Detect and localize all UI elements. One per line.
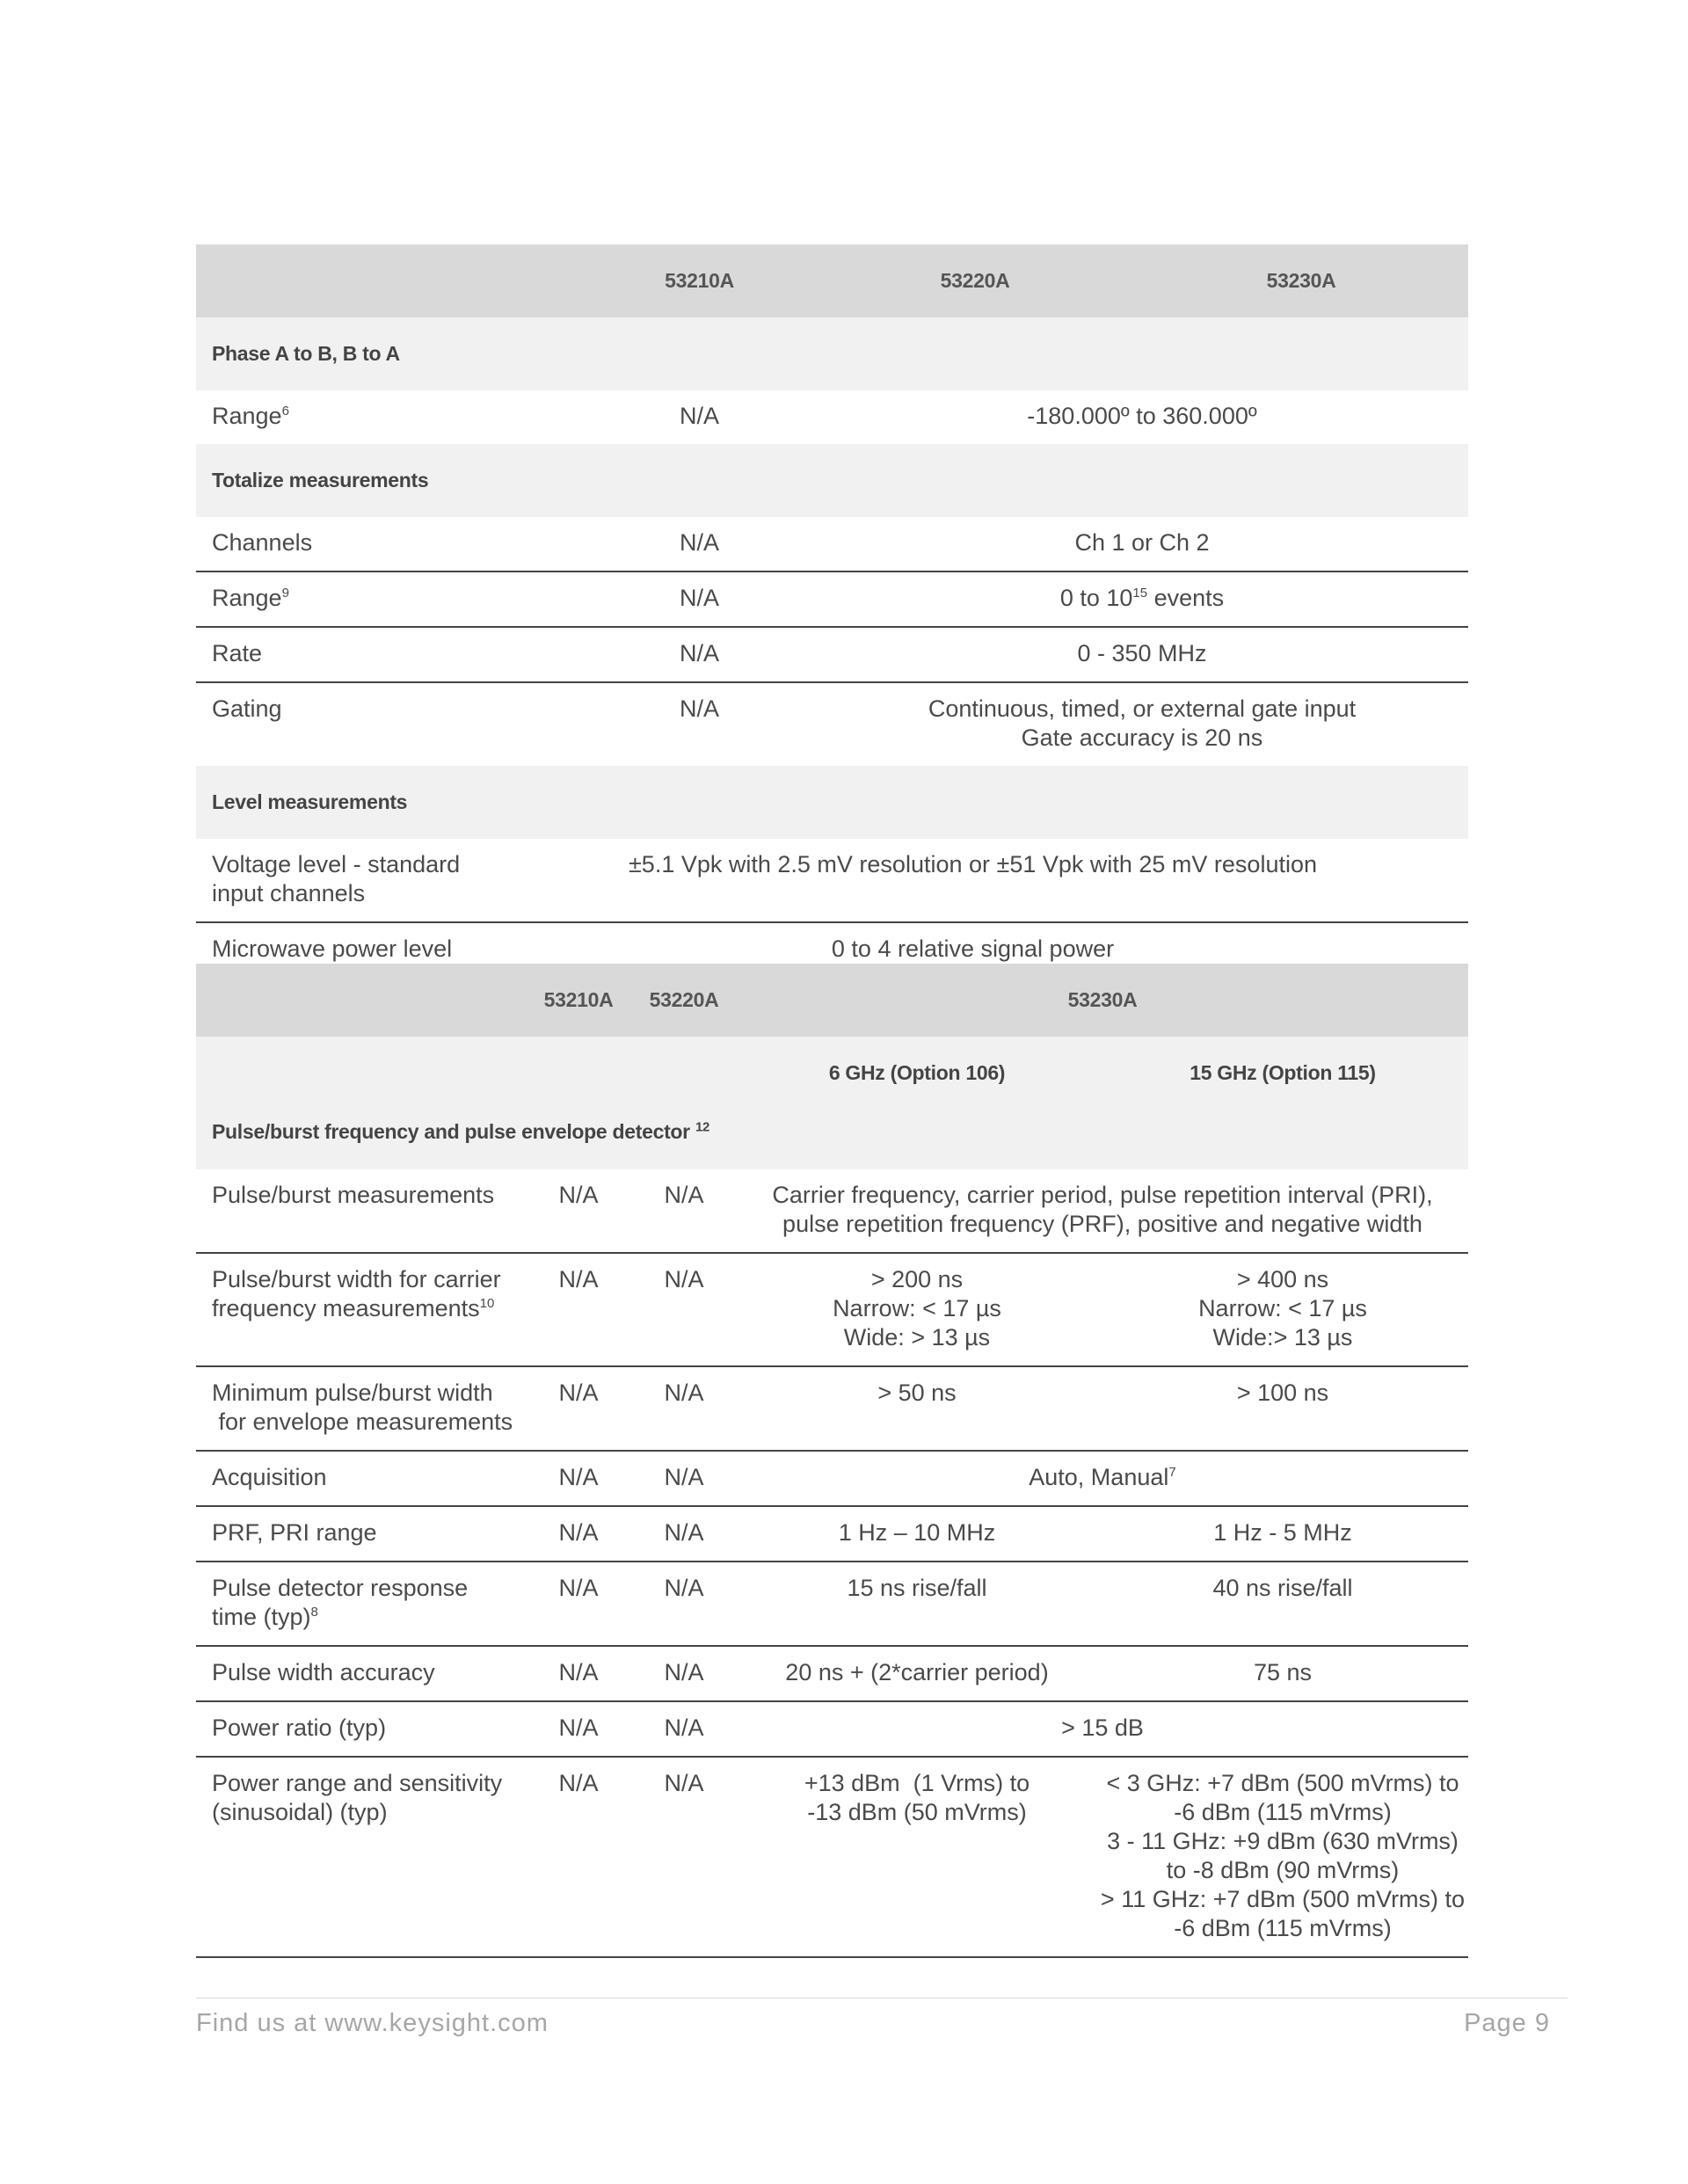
header-53220a: 53220A (631, 964, 737, 1037)
section-row (196, 317, 1468, 390)
row-label: Power range and sensitivity (sinusoidal) (typ) (196, 1757, 526, 1957)
row-label: Power ratio (typ) (196, 1701, 526, 1757)
header-53230a: 53230A (1134, 244, 1468, 317)
cell-53210a: N/A (526, 1366, 631, 1451)
cell-option-115: 1 Hz - 5 MHz (1097, 1506, 1468, 1562)
cell-53220a: N/A (631, 1646, 737, 1701)
cell-53210a: N/A (526, 1253, 631, 1366)
header-53230a: 53230A (737, 964, 1468, 1037)
header-blank (196, 244, 583, 317)
cell-53220a: N/A (631, 1506, 737, 1562)
table-row (196, 517, 1468, 571)
cell-53220a: N/A (631, 1451, 737, 1506)
cell-53220a-53230a: 0 - 350 MHz (816, 627, 1468, 682)
cell-53210a: N/A (679, 695, 719, 722)
sub-header-blank (196, 1037, 737, 1110)
table-row (196, 1253, 1468, 1366)
table-row (196, 839, 1468, 922)
table-header-row (196, 244, 1468, 317)
row-label: Minimum pulse/burst width for envelope measurements (196, 1366, 526, 1451)
cell-53210a: N/A (526, 1562, 631, 1646)
cell-option-106: > 200 ns Narrow: < 17 µs Wide: > 13 µs (737, 1253, 1097, 1366)
cell-53220a-53230a: 0 to $10^{15}$ events (816, 571, 1468, 627)
row-label: Voltage level - standard input channels (196, 839, 583, 922)
cell-53210a: N/A (583, 571, 816, 627)
page-number: Page 9 (1464, 2009, 1550, 2037)
cell-53210a: N/A (526, 1701, 631, 1757)
section-pulse: Pulse/burst frequency and pulse envelope detector $^{12}$ (196, 1110, 1468, 1169)
cell-53220a: N/A (631, 1366, 737, 1451)
cell-53210a: N/A (526, 1451, 631, 1506)
cell-53230a: Auto, Manual$^7$ (737, 1451, 1468, 1506)
pulse-spec-table (196, 964, 1468, 1958)
row-label: PRF, PRI range (196, 1506, 526, 1562)
row-label: Range$^6$ (212, 403, 289, 429)
cell-53220a: N/A (631, 1169, 737, 1253)
cell-option-106: 15 ns rise/fall (737, 1562, 1097, 1646)
table-row (196, 1757, 1468, 1957)
table-row (196, 1701, 1468, 1757)
cell-53210a: N/A (583, 517, 816, 571)
cell-53230a: > 15 dB (737, 1701, 1468, 1757)
cell-53220a-53230a: Ch 1 or Ch 2 (816, 517, 1468, 571)
header-53210a: 53210A (526, 964, 631, 1037)
cell-option-115: < 3 GHz: +7 dBm (500 mVrms) to -6 dBm (115 mVrms) 3 - 11 GHz: +9 dBm (630 mVrms) to -8 dBm (90 mVrms) > 11 GHz: +7 dBm (500 mVrms) to -6 dBm (115 mVrms) (1097, 1757, 1468, 1957)
cell-option-115: 75 ns (1097, 1646, 1468, 1701)
row-label: Microwave power level (212, 935, 453, 962)
row-label: Acquisition (196, 1451, 526, 1506)
cell-option-106: +13 dBm (1 Vrms) to -13 dBm (50 mVrms) (737, 1757, 1097, 1957)
measurement-spec-table (196, 244, 1468, 1006)
table-row (196, 1562, 1468, 1646)
table-row (196, 1169, 1468, 1253)
table-row (196, 1366, 1468, 1451)
row-label: Pulse detector response time (typ)$^8$ (196, 1562, 526, 1646)
header-blank (196, 964, 526, 1037)
cell-all-models: 0 to 4 relative signal power (831, 935, 1115, 962)
section-level: Level measurements (196, 766, 1468, 839)
table-row (196, 1451, 1468, 1506)
row-label: Rate (196, 627, 583, 682)
cell-all-models: ±5.1 Vpk with 2.5 mV resolution or ±51 Vpk with 25 mV resolution (583, 839, 1468, 922)
cell-option-106: 1 Hz – 10 MHz (737, 1506, 1097, 1562)
table-row (196, 682, 1468, 766)
row-label: Pulse width accuracy (196, 1646, 526, 1701)
cell-53210a: N/A (526, 1646, 631, 1701)
cell-option-115: > 400 ns Narrow: < 17 µs Wide:> 13 µs (1097, 1253, 1468, 1366)
row-label: Gating (212, 695, 282, 722)
cell-53230a: Carrier frequency, carrier period, pulse repetition interval (PRI), pulse repetition frequency (PRF), positive and negative width (737, 1169, 1468, 1253)
row-label: Pulse/burst width for carrier frequency measurements$^{10}$ (196, 1253, 526, 1366)
cell-option-115: > 100 ns (1097, 1366, 1468, 1451)
cell-53220a-53230a: Continuous, timed, or external gate input Gate accuracy is 20 ns (928, 695, 1357, 751)
footer-website-link[interactable]: Find us at www.keysight.com (196, 2009, 549, 2037)
option-115-header: 15 GHz (Option 115) (1097, 1037, 1468, 1110)
table-row (196, 627, 1468, 682)
cell-option-115: 40 ns rise/fall (1097, 1562, 1468, 1646)
row-label: Pulse/burst measurements (196, 1169, 526, 1253)
cell-53220a: N/A (631, 1562, 737, 1646)
table-row (196, 571, 1468, 627)
cell-53220a: N/A (631, 1253, 737, 1366)
row-label: Range$^9$ (196, 571, 583, 627)
cell-53210a: N/A (526, 1757, 631, 1957)
header-53210a: 53210A (583, 244, 816, 317)
cell-option-106: > 50 ns (737, 1366, 1097, 1451)
table-row (196, 1646, 1468, 1701)
table-header-row (196, 964, 1468, 1037)
section-row (196, 444, 1468, 517)
cell-53210a: N/A (526, 1169, 631, 1253)
section-row (196, 1110, 1468, 1169)
section-phase: Phase A to B, B to A (196, 317, 1468, 390)
row-label: Channels (196, 517, 583, 571)
cell-53210a: N/A (526, 1506, 631, 1562)
table-row (196, 390, 1468, 444)
cell-option-106: 20 ns + (2*carrier period) (737, 1646, 1097, 1701)
section-totalize: Totalize measurements (196, 444, 1468, 517)
header-53220a: 53220A (816, 244, 1134, 317)
cell-53220a: N/A (631, 1701, 737, 1757)
cell-53220a: N/A (631, 1757, 737, 1957)
cell-53220a-53230a: -180.000º to 360.000º (1027, 403, 1257, 429)
table-row (196, 1506, 1468, 1562)
cell-53210a: N/A (583, 627, 816, 682)
sub-header-row (196, 1037, 1468, 1110)
option-106-header: 6 GHz (Option 106) (737, 1037, 1097, 1110)
section-row (196, 766, 1468, 839)
cell-53210a: N/A (679, 403, 719, 429)
